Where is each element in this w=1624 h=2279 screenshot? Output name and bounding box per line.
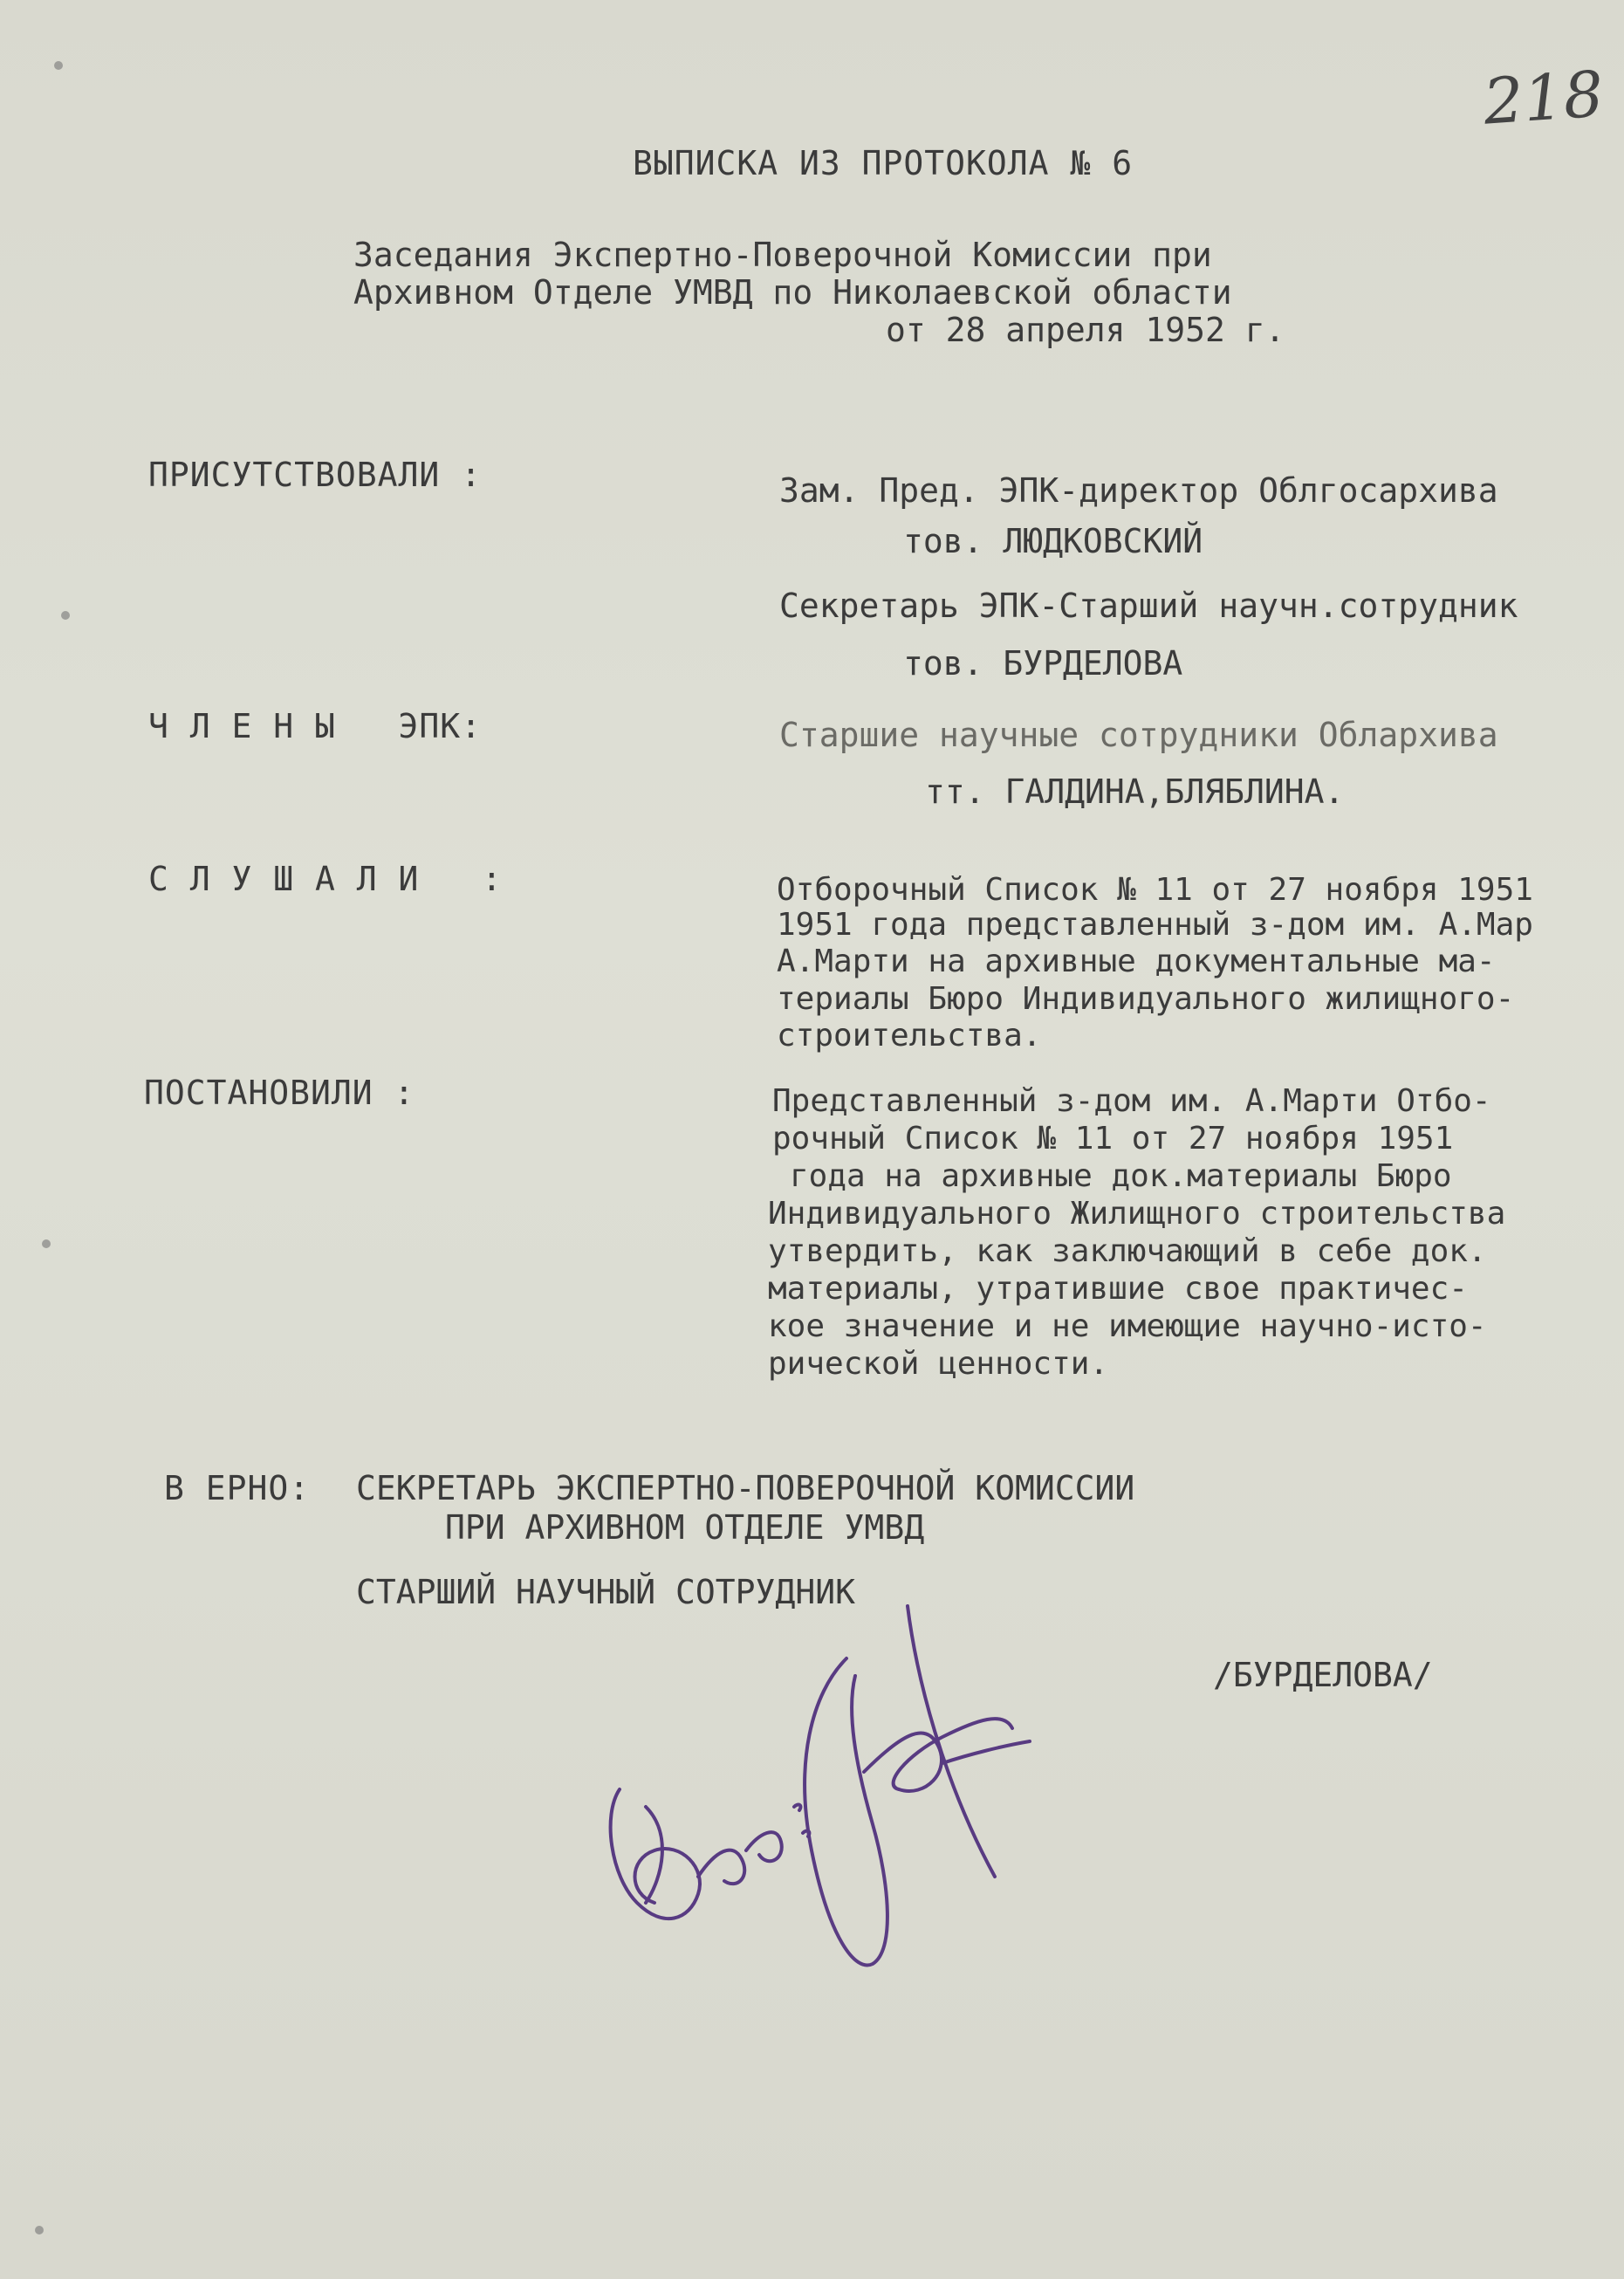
signature-stroke: [698, 1850, 744, 1884]
certification-label: В ЕРНО:: [164, 1469, 311, 1507]
certification-line-1: СЕКРЕТАРЬ ЭКСПЕРТНО-ПОВЕРОЧНОЙ КОМИССИИ: [356, 1469, 1135, 1507]
resolved-line: Представленный з-дом им. А.Марти Отбо-: [772, 1083, 1491, 1119]
present-line-4: тов. БУРДЕЛОВА: [903, 644, 1183, 683]
resolved-line: Индивидуального Жилищного строительства: [768, 1196, 1506, 1232]
present-label: ПРИСУТСТВОВАЛИ :: [148, 456, 483, 494]
edge-mark: [54, 61, 63, 70]
present-line-3: Секретарь ЭПК-Старший научн.сотрудник: [779, 587, 1518, 625]
subtitle-line-1: Заседания Экспертно-Поверочной Комиссии при: [353, 236, 1212, 274]
signature-stroke: [746, 1832, 782, 1861]
document-title: ВЫПИСКА ИЗ ПРОТОКОЛА № 6: [633, 144, 1134, 182]
signature-stroke: [611, 1789, 700, 1919]
resolved-line: рочный Список № 11 от 27 ноября 1951: [772, 1121, 1454, 1157]
edge-mark: [42, 1239, 51, 1248]
heard-label: С Л У Ш А Л И :: [148, 860, 503, 898]
signatory-name: /БУРДЕЛОВА/: [1213, 1656, 1433, 1694]
heard-line: А.Марти на архивные документальные ма-: [777, 944, 1496, 979]
resolved-label: ПОСТАНОВИЛИ :: [144, 1074, 415, 1112]
members-label: Ч Л Е Н Ы ЭПК:: [148, 707, 483, 745]
certification-line-3: СТАРШИЙ НАУЧНЫЙ СОТРУДНИК: [356, 1573, 855, 1611]
members-line-2: тт. ГАЛДИНА,БЛЯБЛИНА.: [925, 772, 1345, 811]
resolved-line: года на архивные док.материалы Бюро: [790, 1158, 1452, 1194]
handwritten-signature: [593, 1589, 1047, 2025]
resolved-line: материалы, утратившие свое практичес-: [768, 1271, 1468, 1307]
page-number: 218: [1481, 57, 1607, 139]
members-line-1: Старшие научные сотрудники Облархива: [779, 716, 1498, 754]
subtitle-line-3: от 28 апреля 1952 г.: [886, 311, 1285, 349]
signature-stroke: [805, 1658, 887, 1965]
heard-line: Отборочный Список № 11 от 27 ноября 1951: [777, 872, 1533, 908]
resolved-line: кое значение и не имеющие научно-исто-: [768, 1308, 1487, 1344]
signature-stroke: [908, 1606, 995, 1877]
certification-line-2: ПРИ АРХИВНОМ ОТДЕЛЕ УМВД: [445, 1508, 925, 1547]
subtitle-line-2: Архивном Отделе УМВД по Николаевской области: [353, 273, 1232, 312]
edge-mark: [35, 2226, 44, 2234]
resolved-line: утвердить, как заключающий в себе док.: [768, 1233, 1487, 1269]
heard-line: 1951 года представленный з-дом им. А.Мар: [777, 907, 1533, 943]
present-line-1: Зам. Пред. ЭПК-директор Облгосархива: [779, 471, 1498, 510]
signature-stroke: [864, 1719, 1012, 1791]
edge-mark: [61, 611, 70, 620]
present-line-2: тов. ЛЮДКОВСКИЙ: [903, 522, 1203, 560]
heard-line: териалы Бюро Индивидуального жилищного-: [777, 981, 1515, 1017]
signature-stroke: [942, 1741, 1030, 1763]
heard-line: строительства.: [777, 1018, 1042, 1054]
resolved-line: рической ценности.: [768, 1346, 1109, 1382]
